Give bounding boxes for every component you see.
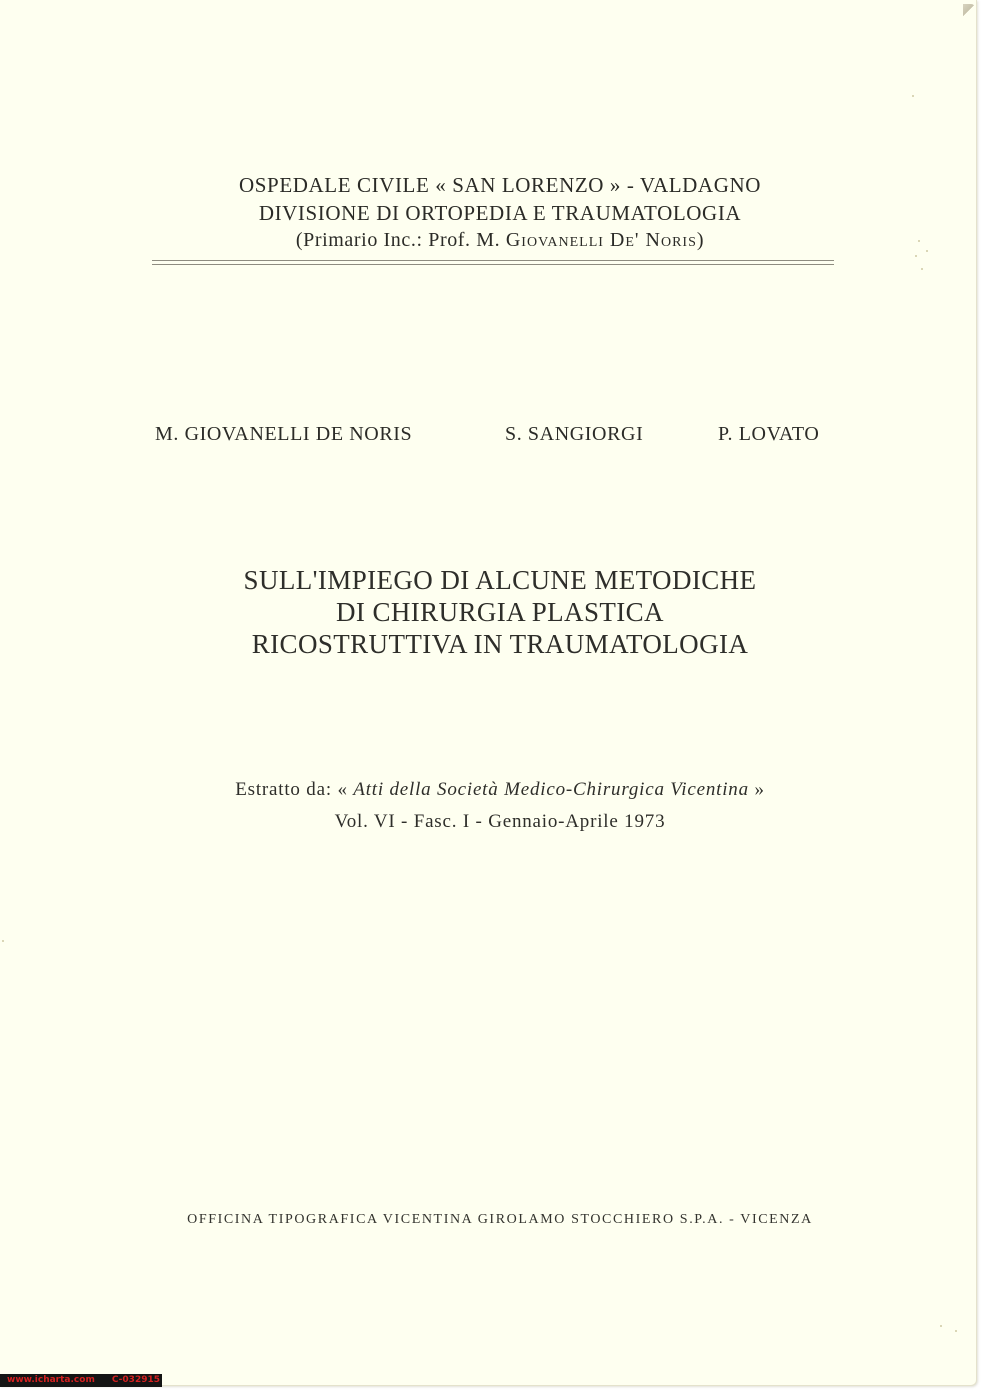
watermark-banner [0,1374,162,1387]
head-of-division [140,229,860,252]
head-of-division-prefix: (Primario Inc.: Prof. M. [295,229,506,251]
author-2: S. SANGIORGI [505,423,644,445]
paper-speck [926,250,928,252]
header-rule-bottom [152,264,834,265]
paper-speck [915,255,917,257]
division-name: DIVISIONE DI ORTOPEDIA E TRAUMATOLOGIA [258,201,742,225]
institution-name: OSPEDALE CIVILE « SAN LORENZO » - VALDAGNO [239,173,761,197]
title-line-2: DI CHIRURGIA PLASTICA [336,597,664,627]
title-line-3: RICOSTRUTTIVA IN TRAUMATOLOGIA [251,629,749,659]
paper-speck [912,95,914,97]
paper-speck [940,1325,942,1327]
paper-speck [921,268,923,270]
watermark-site: www.icharta.com [7,1375,95,1385]
header-rule-top [152,260,834,261]
author-3: P. LOVATO [718,423,820,445]
paper-speck [955,1330,957,1332]
extract-suffix: » [748,779,765,800]
journal-title: Atti della Società Medico-Chirurgica Vicentina [353,779,749,800]
head-of-division-suffix: ) [696,229,705,251]
watermark-code: C-032915 [111,1375,160,1385]
author-1: M. GIOVANELLI DE NORIS [155,423,413,445]
paper-speck [2,940,4,942]
extract-source [140,779,860,801]
printer-imprint: OFFICINA TIPOGRAFICA VICENTINA GIROLAMO STOCCHIERO S.P.A. - VICENZA [187,1212,813,1227]
extract-prefix: Estratto da: « [235,779,354,800]
paper-speck [918,240,920,242]
title-line-1: SULL'IMPIEGO DI ALCUNE METODICHE [243,565,757,595]
head-of-division-name: Giovanelli De' Noris [505,229,697,251]
page-corner-fold [963,4,975,16]
journal-issue: Vol. VI - Fasc. I - Gennaio-Aprile 1973 [334,811,666,832]
